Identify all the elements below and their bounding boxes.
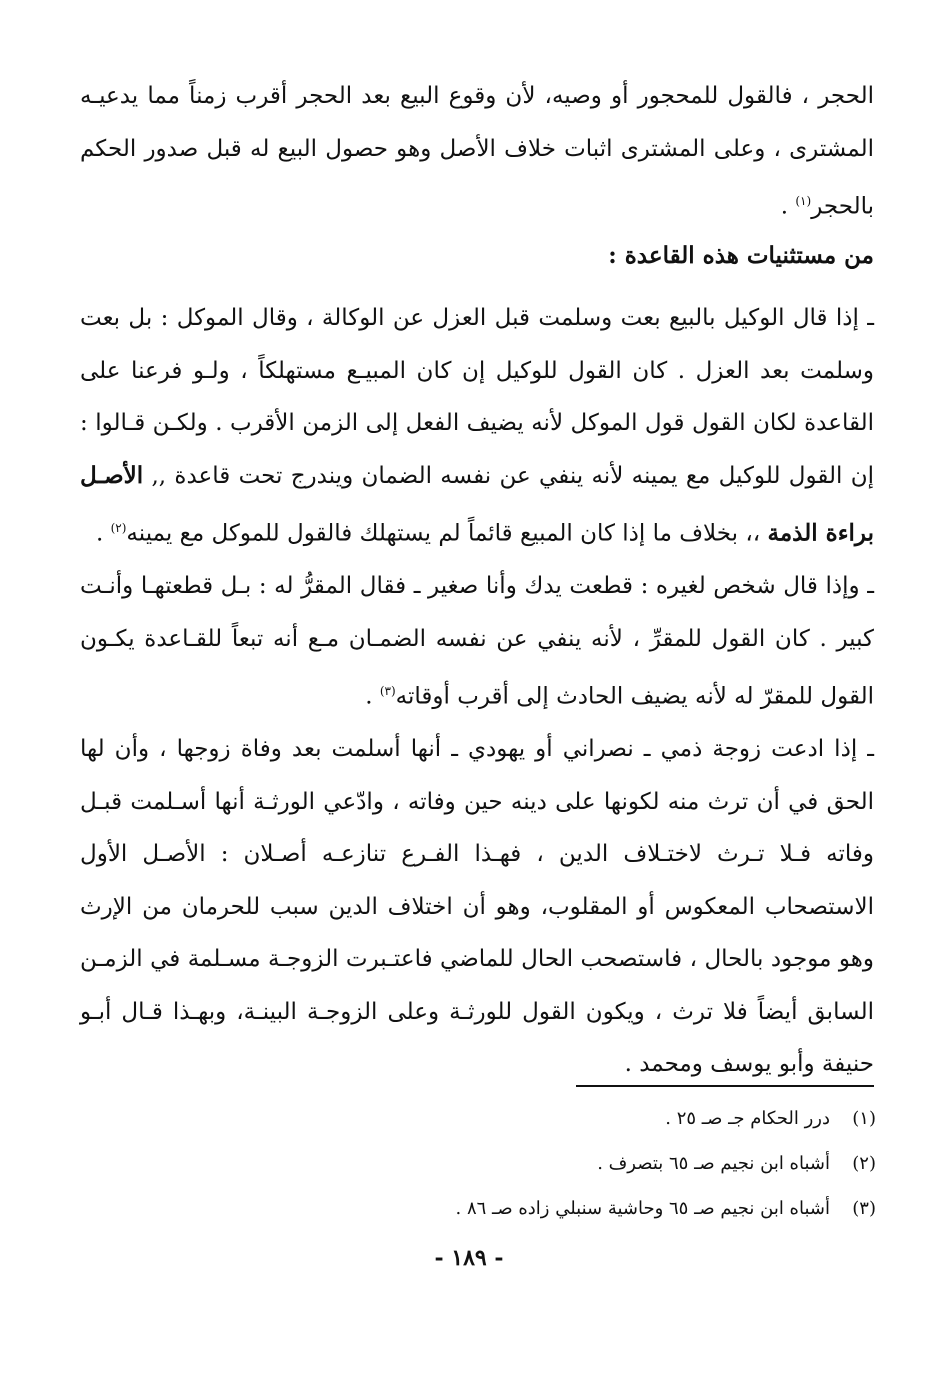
paragraph-end: . <box>95 520 111 547</box>
footnote-ref: (١) <box>795 194 812 208</box>
footnote-text: درر الحكام جـ صـ ٢٥ . <box>665 1108 830 1129</box>
exception-paragraph-3 <box>80 723 874 1091</box>
footnote-item <box>276 1141 876 1186</box>
paragraph-body: ـ إذا ادعت زوجة ذمي ـ نصراني أو يهودي ـ أنها أسلمت بعد وفاة زوجها ، وأن لها الحق في أن ترث منه لكونها على دينه حين وفاته ، وادّعي الورثـة أنها أسـلمت قبـل وفاته فـلا تـرث لاختـلاف الدين ، فهـذا الفـرع تنازعـه أصـلان : الأصـل الأول الاستصحاب المعكوس أو المقلوب، وهو أن اختلاف الدين سبب للحرمان من الإرث وهو موجود بالحال ، فاستصحب الحال للماضي فاعتـبرت الزوجـة مسـلمة في الزمـن السابق أيضاً فلا ترث ، ويكون القول للورثـة وعلى الزوجـة البينـة، وبهـذا قـال أبـو حنيفة وأبو يوسف ومحمد . <box>80 736 874 1078</box>
footnote-item <box>276 1186 876 1231</box>
section-heading: من مستثنيات هذه القاعدة : <box>608 242 874 269</box>
paragraph-end: . <box>365 683 380 710</box>
paragraph-end: . <box>780 193 796 220</box>
paragraph-body: ـ وإذا قال شخص لغيره : قطعت يدك وأنا صغير ـ فقال المقرُّ له : بـل قطعتهـا وأنـت كبير . كان القول للمقرِّ ، لأنه ينفي عن نفسه الضمـان مـع أنه تبعاً للقـاعدة يكـون القول للمقرّ له لأنه يضيف الحادث إلى أقرب أوقاته <box>80 573 874 710</box>
footnote-number: (١) <box>852 1108 876 1129</box>
exception-paragraph-1 <box>80 292 874 560</box>
footnote-item <box>276 1096 876 1141</box>
paragraph-body-cont: ،، بخلاف ما إذا كان المبيع قائماً لم يستهلك فالقول للموكل مع يمينه <box>126 520 768 547</box>
footnote-number: (٢) <box>852 1153 876 1174</box>
footnote-ref: (٣) <box>379 684 396 699</box>
footnote-ref: (٢) <box>110 521 127 535</box>
footnote-text: أشباه ابن نجيم صـ ٦٥ بتصرف . <box>597 1153 830 1174</box>
footnote-divider <box>576 1085 874 1087</box>
continued-paragraph <box>80 70 874 233</box>
exception-paragraph-2 <box>80 560 874 723</box>
footnote-text: أشباه ابن نجيم صـ ٦٥ وحاشية سنبلي زاده صـ ٨٦ . <box>455 1198 830 1219</box>
rule-name-bold: الأصـل براءة الذمة <box>80 461 874 547</box>
paragraph-text <box>80 70 874 233</box>
paragraph-body: ـ إذا قال الوكيل بالبيع بعت وسلمت قبل العزل عن الوكالة ، وقال الموكل : بل بعت وسلمت بعد العزل . كان القول للوكيل إن كان المبيـع مستهلكاً ، ولـو فرعنا على القاعدة لكان القول قول الموكل لأنه يضيف الفعل إلى الزمن الأقرب . ولكـن قـالوا : إن القول للوكيل مع يمينه لأنه ينفي عن نفسه الضمان ويندرج تحت قاعدة ,, <box>80 305 874 489</box>
page-number: - ١٨٩ - <box>434 1245 504 1271</box>
paragraph-body: الحجر ، فالقول للمحجور أو وصيه، لأن وقوع البيع بعد الحجر أقرب زمناً مما يدعيـه المشترى ، وعلى المشترى اثبات خلاف الأصل وهو حصول البيع له قبل صدور الحكم بالحجر <box>80 83 874 220</box>
footnotes <box>276 1096 876 1231</box>
exceptions-body <box>80 292 874 1091</box>
footnote-number: (٣) <box>852 1198 876 1219</box>
